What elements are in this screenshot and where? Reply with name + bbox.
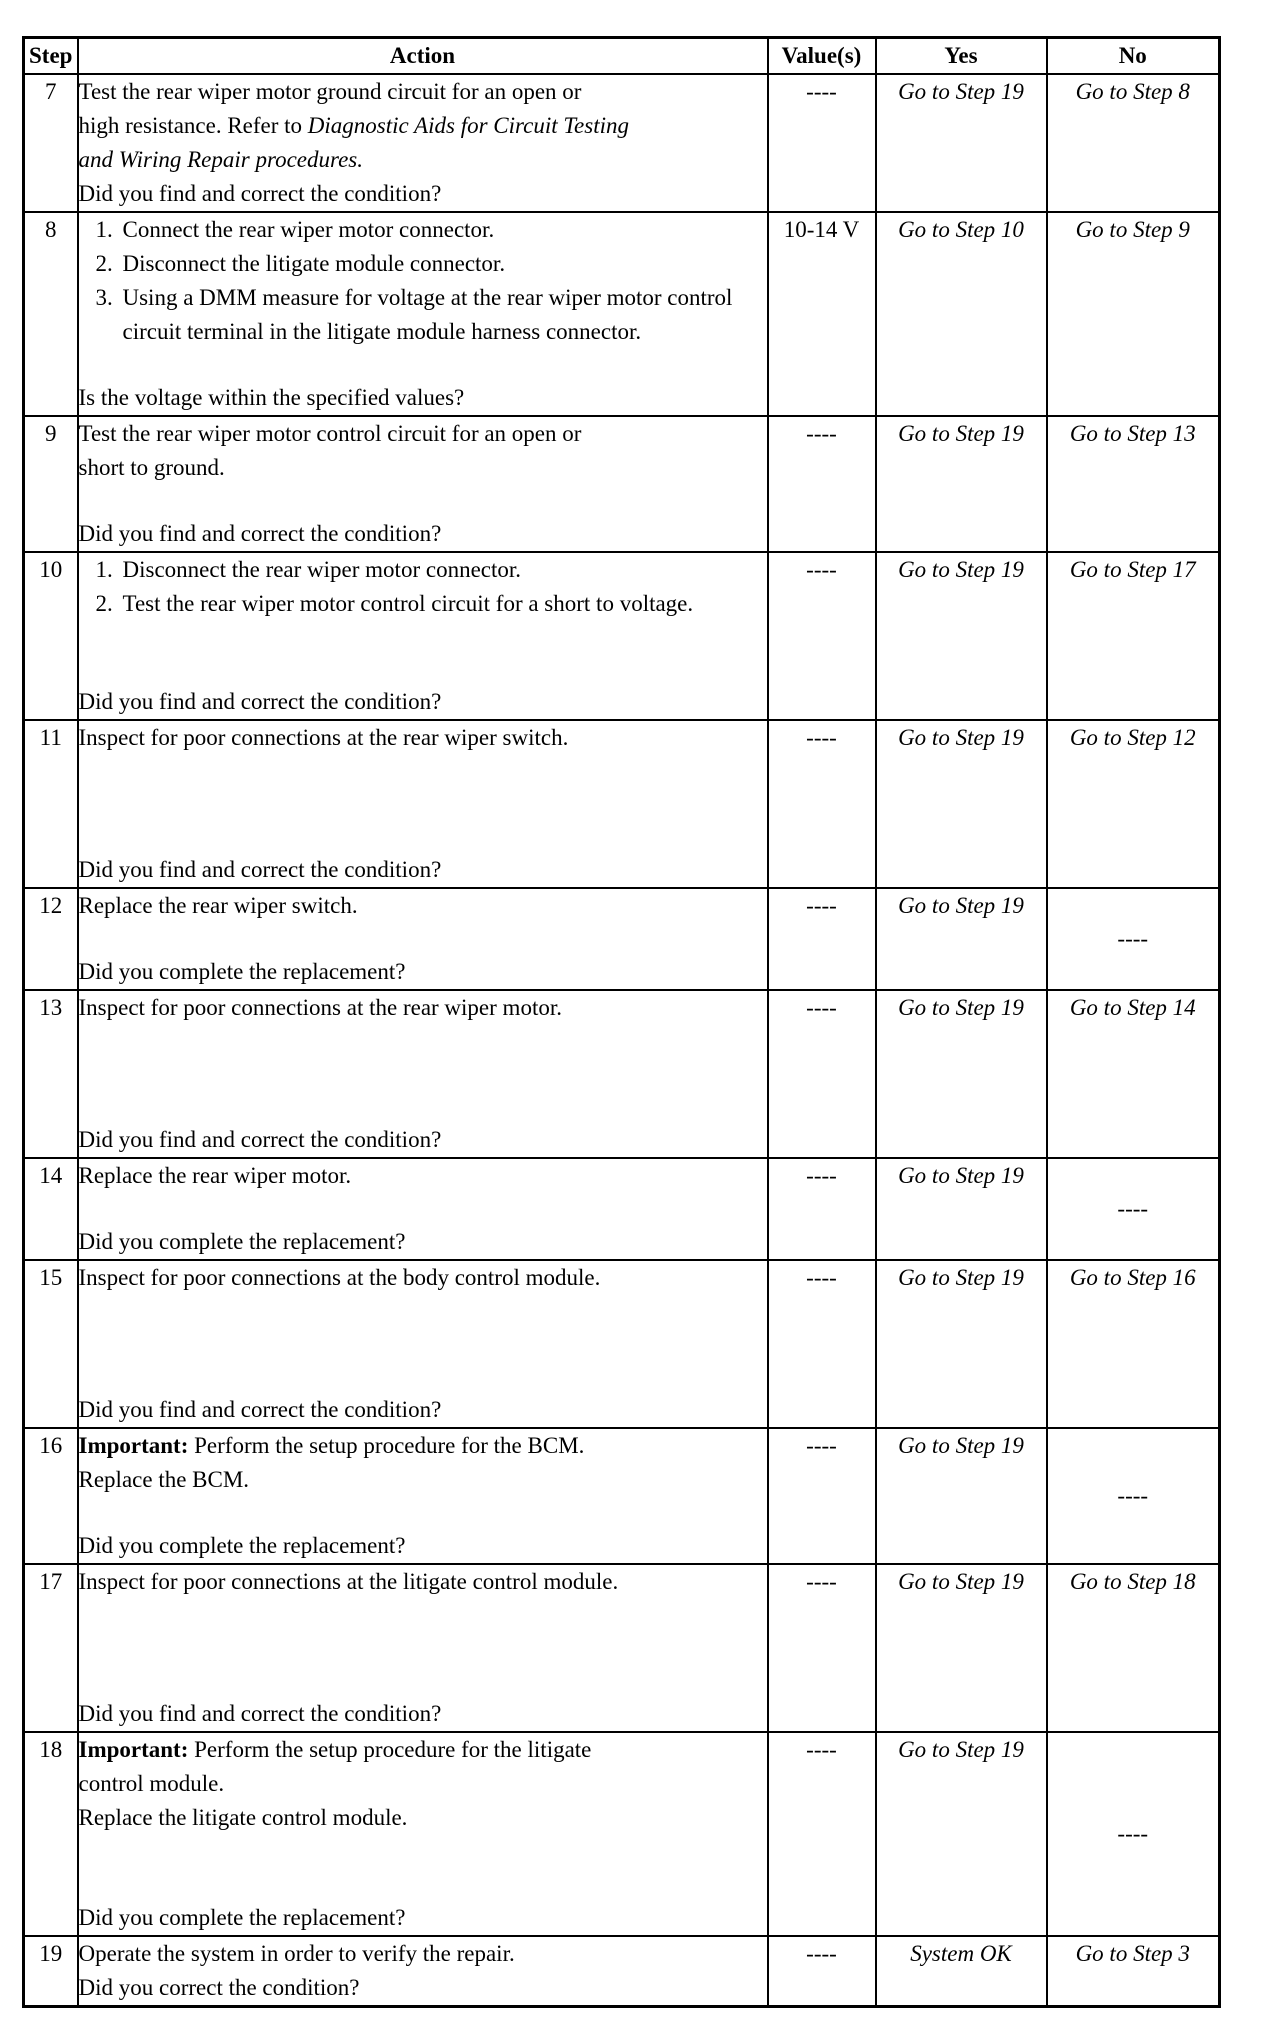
table-row [24,552,1220,720]
table-row [24,1158,1220,1260]
action-text: Inspect for poor connections at the body control module. [78,1265,601,1290]
step-number: 19 [24,1936,78,2007]
diagnostic-table [22,36,1221,2008]
value-cell: ---- [768,416,876,552]
action-cell [78,720,768,888]
yes-result: Go to Step 19 [876,552,1047,720]
action-cell [78,1428,768,1564]
table-row [24,720,1220,888]
no-result: Go to Step 13 [1047,416,1220,552]
step-number: 18 [24,1732,78,1936]
no-result: ---- [1047,1428,1220,1564]
yes-result: Go to Step 19 [876,1158,1047,1260]
action-text: Inspect for poor connections at the rear wiper switch. [78,725,569,750]
value-cell: 10-14 V [768,212,876,416]
no-result: ---- [1047,1732,1220,1936]
important-label: Important: [78,1737,189,1762]
question-text: Did you complete the replacement? [78,1229,406,1254]
question-text: Did you find and correct the condition? [78,1127,442,1152]
step-number: 13 [24,990,78,1158]
header-values: Value(s) [768,38,876,75]
table-row [24,74,1220,212]
header-yes: Yes [876,38,1047,75]
yes-result: Go to Step 19 [876,1428,1047,1564]
yes-result: Go to Step 19 [876,74,1047,212]
question-text: Did you find and correct the condition? [78,689,442,714]
action-text: high resistance. Refer to Diagnostic Aids for Circuit Testing [78,113,629,138]
no-result: Go to Step 3 [1047,1936,1220,2007]
no-result: Go to Step 17 [1047,552,1220,720]
action-cell [78,416,768,552]
step-number: 11 [24,720,78,888]
header-no: No [1047,38,1220,75]
value-cell: ---- [768,1564,876,1732]
question-text: Did you find and correct the condition? [78,1397,442,1422]
important-note: Important: Perform the setup procedure for the BCM. [78,1433,585,1458]
step-number: 8 [24,212,78,416]
step-number: 9 [24,416,78,552]
procedure-item: 2. Disconnect the litigate module connector. [119,247,767,281]
action-cell [78,1260,768,1428]
reference-link: and Wiring Repair procedures. [78,147,363,172]
action-text: Inspect for poor connections at the litigate control module. [78,1569,619,1594]
no-result: Go to Step 12 [1047,720,1220,888]
question-text: Did you complete the replacement? [78,1905,406,1930]
yes-result: Go to Step 19 [876,1564,1047,1732]
no-result: ---- [1047,1158,1220,1260]
no-result: Go to Step 14 [1047,990,1220,1158]
question-text: Did you correct the condition? [78,1975,360,2000]
question-text: Did you complete the replacement? [78,959,406,984]
action-text: Replace the rear wiper motor. [78,1163,352,1188]
no-result: Go to Step 8 [1047,74,1220,212]
table-row [24,1936,1220,2007]
value-cell: ---- [768,1936,876,2007]
action-cell [78,552,768,720]
action-text: Replace the litigate control module. [78,1805,408,1830]
action-cell [78,1158,768,1260]
action-text: Replace the rear wiper switch. [78,893,358,918]
action-text: Replace the BCM. [78,1467,250,1492]
value-cell: ---- [768,888,876,990]
table-row [24,416,1220,552]
no-result: Go to Step 9 [1047,212,1220,416]
procedure-list [79,213,767,349]
question-text: Did you find and correct the condition? [78,1701,442,1726]
header-row [24,38,1220,75]
action-text: Test the rear wiper motor control circuit for an open or [78,421,582,446]
value-cell: ---- [768,1732,876,1936]
action-text: short to ground. [78,455,225,480]
yes-result: System OK [876,1936,1047,2007]
reference-link: Diagnostic Aids for Circuit Testing [307,113,629,138]
action-cell [78,1732,768,1936]
procedure-item: 1. Disconnect the rear wiper motor connector. [119,553,767,587]
value-cell: ---- [768,720,876,888]
yes-result: Go to Step 19 [876,416,1047,552]
action-cell [78,1564,768,1732]
important-note: control module. [78,1771,225,1796]
yes-result: Go to Step 19 [876,1260,1047,1428]
step-number: 17 [24,1564,78,1732]
action-cell [78,74,768,212]
yes-result: Go to Step 10 [876,212,1047,416]
table-row [24,990,1220,1158]
action-text: Operate the system in order to verify the repair. [78,1941,515,1966]
important-label: Important: [78,1433,189,1458]
value-cell: ---- [768,990,876,1158]
procedure-item: 2. Test the rear wiper motor control circuit for a short to voltage. [119,587,767,621]
step-number: 7 [24,74,78,212]
question-text: Did you find and correct the condition? [78,857,442,882]
header-action: Action [78,38,768,75]
yes-result: Go to Step 19 [876,720,1047,888]
no-result: Go to Step 18 [1047,1564,1220,1732]
table-row [24,1260,1220,1428]
step-number: 12 [24,888,78,990]
value-cell: ---- [768,1158,876,1260]
action-cell [78,212,768,416]
yes-result: Go to Step 19 [876,1732,1047,1936]
procedure-item: 3. Using a DMM measure for voltage at the rear wiper motor control circuit terminal in the litigate module harness connector. [119,281,767,349]
value-cell: ---- [768,1260,876,1428]
value-cell: ---- [768,74,876,212]
table-row [24,1428,1220,1564]
question-text: Did you complete the replacement? [78,1533,406,1558]
procedure-list [79,553,767,621]
action-text: Test the rear wiper motor ground circuit for an open or [78,79,582,104]
question-text: Is the voltage within the specified values? [78,385,465,410]
action-cell [78,888,768,990]
action-cell [78,1936,768,2007]
question-text: Did you find and correct the condition? [78,181,442,206]
value-cell: ---- [768,552,876,720]
action-cell [78,990,768,1158]
yes-result: Go to Step 19 [876,990,1047,1158]
table-row [24,212,1220,416]
question-text: Did you find and correct the condition? [78,521,442,546]
no-result: Go to Step 16 [1047,1260,1220,1428]
table-row [24,888,1220,990]
no-result: ---- [1047,888,1220,990]
table-row [24,1564,1220,1732]
step-number: 15 [24,1260,78,1428]
important-note: Important: Perform the setup procedure for the litigate [78,1737,592,1762]
yes-result: Go to Step 19 [876,888,1047,990]
action-text: Inspect for poor connections at the rear wiper motor. [78,995,562,1020]
header-step: Step [24,38,78,75]
step-number: 16 [24,1428,78,1564]
table-row [24,1732,1220,1936]
step-number: 14 [24,1158,78,1260]
procedure-item: 1. Connect the rear wiper motor connector. [119,213,767,247]
step-number: 10 [24,552,78,720]
value-cell: ---- [768,1428,876,1564]
